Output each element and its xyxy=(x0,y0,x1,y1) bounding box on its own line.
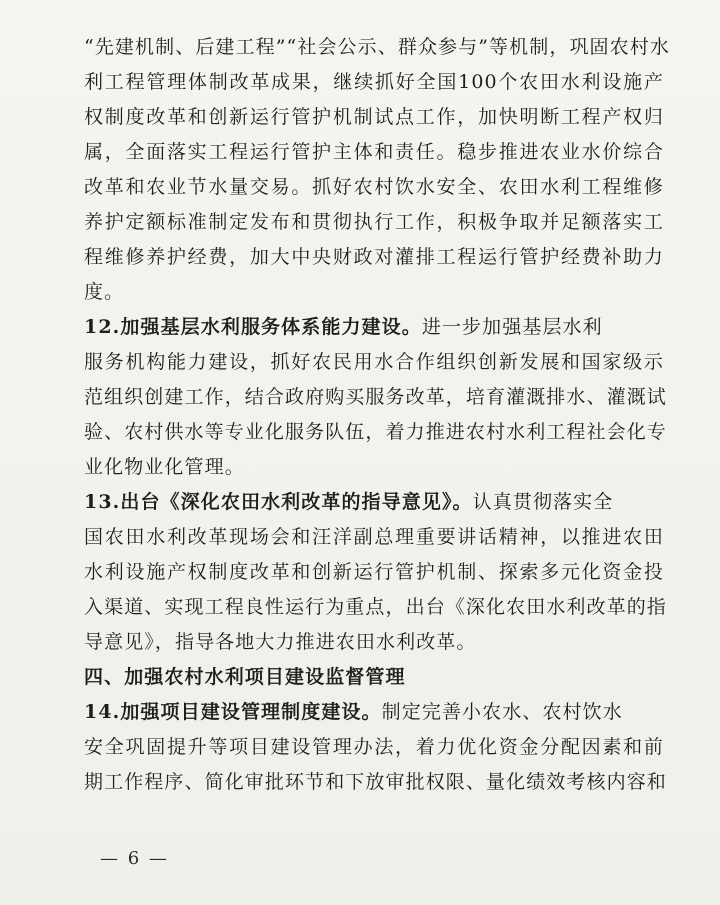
document-body xyxy=(84,30,670,800)
item-12-line-4: 验、农村供水等专业化服务队伍，着力推进农村水利工程社会化专 xyxy=(84,421,667,443)
item-12-line-5: 业化物业化管理。 xyxy=(84,456,245,478)
item-12-line-3: 范组织创建工作，结合政府购买服务改革，培育灌溉排水、灌溉试 xyxy=(84,386,667,408)
item-13-line-4: 入渠道、实现工程良性运行为重点，出台《深化农田水利改革的指 xyxy=(84,596,667,618)
item-14-first-line xyxy=(84,695,664,730)
body-line-5: 改革和农业节水量交易。抓好农村饮水安全、农田水利工程维修 xyxy=(84,176,664,198)
body-line-2: 利工程管理体制改革成果，继续抓好全国100个农田水利设施产 xyxy=(84,71,664,93)
item-14-title: 14.加强项目建设管理制度建设。 xyxy=(84,701,382,723)
item-13-first-line xyxy=(84,485,664,520)
body-line-7: 程维修养护经费，加大中央财政对灌排工程运行管护经费补助力 xyxy=(84,246,664,268)
item-13-title: 13.出台《深化农田水利改革的指导意见》。 xyxy=(84,491,473,513)
item-14-line-3: 期工作程序、简化审批环节和下放审批权限、量化绩效考核内容和 xyxy=(84,771,667,793)
page-number: — 6 — xyxy=(100,848,169,869)
body-line-6: 养护定额标准制定发布和贯彻执行工作，积极争取并足额落实工 xyxy=(84,211,664,233)
body-line-3: 权制度改革和创新运行管护机制试点工作，加快明断工程产权归 xyxy=(84,106,664,128)
body-line-8: 度。 xyxy=(84,281,125,303)
item-14-text: 制定完善小农水、农村饮水 xyxy=(381,701,623,723)
item-12-title: 12.加强基层水利服务体系能力建设。 xyxy=(84,316,422,338)
item-13-line-3: 水利设施产权制度改革和创新运行管护机制、探索多元化资金投 xyxy=(84,561,664,583)
body-line-1: “先建机制、后建工程”“社会公示、群众参与”等机制，巩固农村水 xyxy=(84,36,670,58)
item-12-first-line xyxy=(84,310,664,345)
item-13-line-5: 导意见》，指导各地大力推进农田水利改革。 xyxy=(84,631,477,653)
body-line-4: 属，全面落实工程运行管护主体和责任。稳步推进农业水价综合 xyxy=(84,141,664,163)
item-14-line-2: 安全巩固提升等项目建设管理办法，着力优化资金分配因素和前 xyxy=(84,736,664,758)
item-13-line-2: 国农田水利改革现场会和汪洋副总理重要讲话精神，以推进农田 xyxy=(84,526,664,548)
item-12-line-2: 服务机构能力建设，抓好农民用水合作组织创新发展和国家级示 xyxy=(84,351,664,373)
item-12-text: 进一步加强基层水利 xyxy=(421,316,603,338)
item-13-text: 认真贯彻落实全 xyxy=(472,491,614,513)
section-4-heading: 四、加强农村水利项目建设监督管理 xyxy=(84,666,406,688)
